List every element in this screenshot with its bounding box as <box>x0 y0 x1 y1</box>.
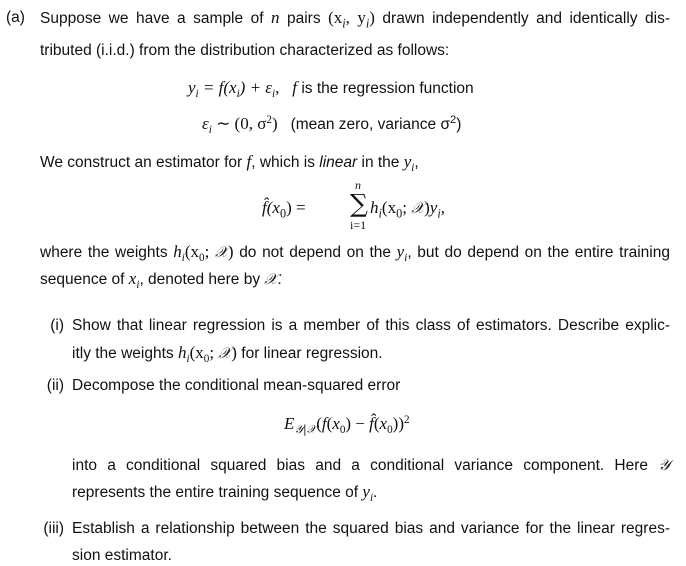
item-text-2: itly the weights $h_i(x_0$; 𝒳) for linear regression. <box>72 343 383 365</box>
item-label: (ii) <box>46 377 64 394</box>
regression-equation: $y_i = f(x_i) + \varepsilon_i$, f is the regression function <box>188 78 474 100</box>
item-text: Show that linear regression is a member of this class of estimators. Describe explic- <box>72 317 670 334</box>
part-a-line-1: Suppose we have a sample of n pairs ($x_i$, $y_i$) drawn independently and identically dis- <box>40 8 670 31</box>
conditional-mse-equation: $E_{𝒴|𝒳}(f(x_0)$ − $f̂(x_0))^2$ <box>284 413 410 436</box>
item-label: (iii) <box>43 520 64 537</box>
item-text: Decompose the conditional mean-squared error <box>72 377 401 394</box>
weights-line-1: where the weights $h_i(x_0$; 𝒳) do not depend on the $y_i$, but do depend on the entire training <box>40 242 670 264</box>
linear-emphasis: linear <box>319 154 358 171</box>
part-a-label: (a) <box>6 9 25 26</box>
part-a-line-2: tributed (i.i.d.) from the distribution characterized as follows: <box>40 42 450 59</box>
estimator-intro: We construct an estimator for f, which is linear in the $y_i$, <box>40 152 419 174</box>
sum-upper-limit: n <box>355 178 361 192</box>
weights-line-2: sequence of $x_i$, denoted here by 𝒳. <box>40 269 282 291</box>
error-distribution-equation: $\varepsilon_i$ ∼ (0, $\sigma^2$) (mean zero, variance $\sigma^2$) <box>202 113 462 136</box>
summation-symbol: ∑ <box>350 189 368 218</box>
item-text-2: sion estimator. <box>72 547 172 564</box>
decomposition-line-2: represents the entire training sequence of $y_i$. <box>72 482 378 504</box>
error-note: (mean zero, variance $\sigma^2$) <box>290 113 462 133</box>
sum-lower-limit: i=1 <box>350 218 367 232</box>
decomposition-line-1: into a conditional squared bias and a conditional variance component. Here 𝒴 <box>72 456 670 474</box>
item-text: Establish a relationship between the squared bias and variance for the linear regres- <box>72 520 670 537</box>
item-label: (i) <box>50 317 64 334</box>
pair-xy: ($x_i$, $y_i$) <box>328 8 375 31</box>
